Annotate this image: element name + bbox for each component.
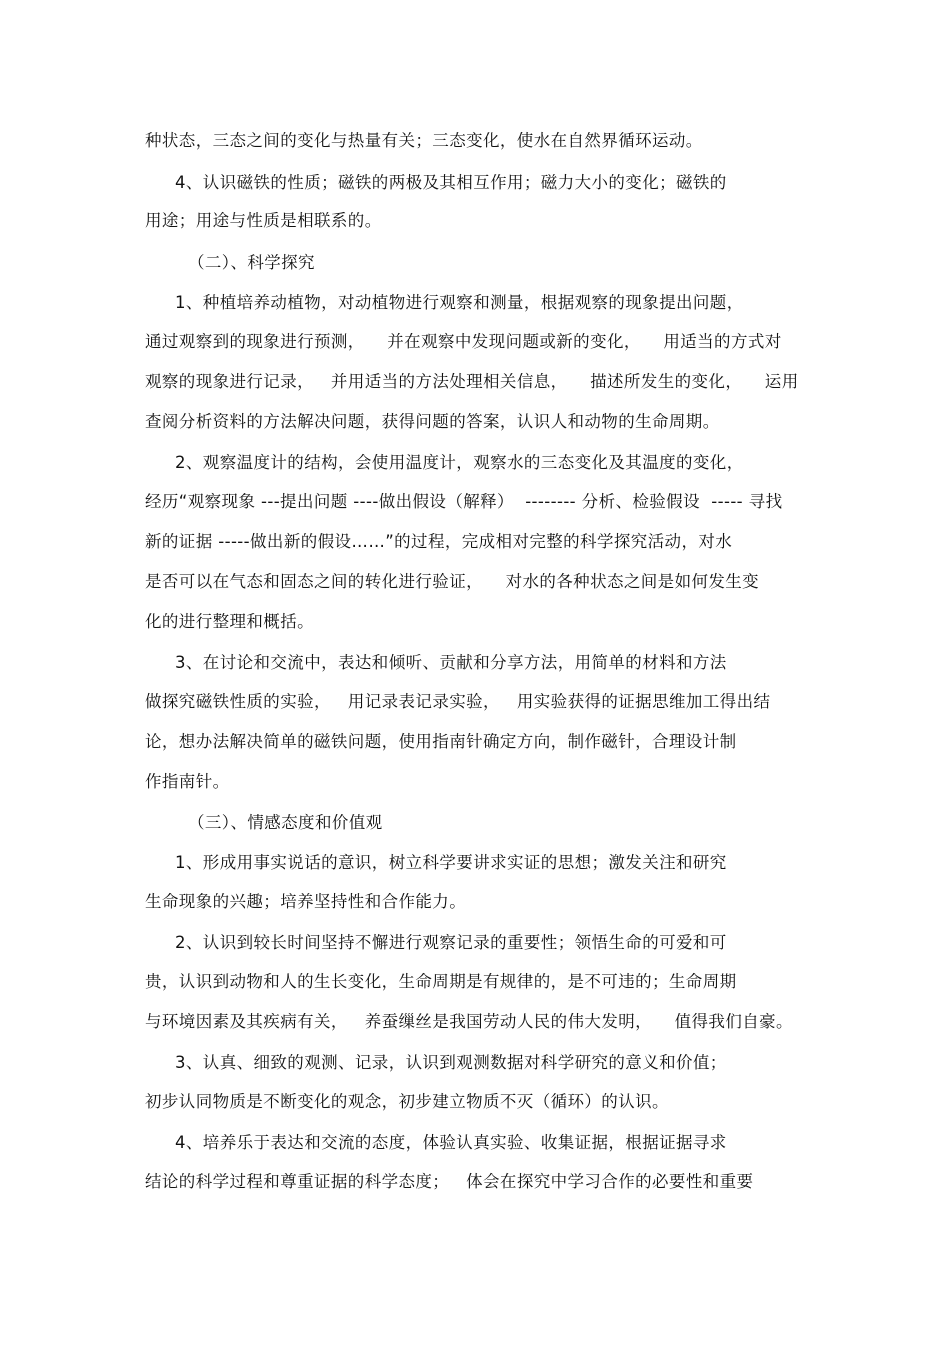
text-line: 论，想办法解决简单的磁铁问题，使用指南针确定方向，制作磁针，合理设计制: [145, 732, 737, 751]
text-line: 3、在讨论和交流中，表达和倾听、贡献和分享方法，用简单的材料和方法: [175, 653, 727, 672]
text-line: 新的证据 -----做出新的假设……”的过程，完成相对完整的科学探究活动，对水: [145, 532, 733, 551]
text-line: 1、种植培养动植物，对动植物进行观察和测量，根据观察的现象提出问题，: [175, 293, 744, 312]
text-line: 1、形成用事实说话的意识，树立科学要讲求实证的思想；激发关注和研究: [175, 853, 727, 872]
text-line: 2、认识到较长时间坚持不懈进行观察记录的重要性；领悟生命的可爱和可: [175, 933, 727, 952]
text-line: 4、认识磁铁的性质；磁铁的两极及其相互作用；磁力大小的变化；磁铁的: [175, 173, 727, 192]
section-heading: （二）、科学探究: [188, 253, 315, 272]
text-line: 结论的科学过程和尊重证据的科学态度； 体会在探究中学习合作的必要性和重要: [145, 1172, 754, 1191]
text-line: 通过观察到的现象进行预测， 并在观察中发现问题或新的变化， 用适当的方式对: [145, 332, 782, 351]
text-line: 2、观察温度计的结构，会使用温度计，观察水的三态变化及其温度的变化，: [175, 453, 744, 472]
text-line: 贵，认识到动物和人的生长变化，生命周期是有规律的，是不可违的；生命周期: [145, 972, 737, 991]
text-line: 初步认同物质是不断变化的观念，初步建立物质不灭（循环）的认识。: [145, 1092, 669, 1111]
text-line: 与环境因素及其疾病有关， 养蚕缫丝是我国劳动人民的伟大发明， 值得我们自豪。: [145, 1012, 793, 1031]
text-line: 种状态，三态之间的变化与热量有关；三态变化，使水在自然界循环运动。: [145, 131, 703, 150]
text-line: 经历“观察现象 ---提出问题 ----做出假设（解释） -------- 分析、检验假设 ----- 寻找: [145, 492, 783, 511]
text-line: 4、培养乐于表达和交流的态度，体验认真实验、收集证据，根据证据寻求: [175, 1133, 727, 1152]
text-line: 生命现象的兴趣；培养坚持性和合作能力。: [145, 892, 467, 911]
text-line: 化的进行整理和概括。: [145, 612, 314, 631]
section-heading: （三）、情感态度和价值观: [188, 813, 383, 832]
text-line: 用途；用途与性质是相联系的。: [145, 211, 382, 230]
text-line: 做探究磁铁性质的实验， 用记录表记录实验， 用实验获得的证据思维加工得出结: [145, 692, 771, 711]
text-line: 作指南针。: [145, 772, 230, 791]
text-line: 3、认真、细致的观测、记录，认识到观测数据对科学研究的意义和价值；: [175, 1053, 727, 1072]
text-line: 查阅分析资料的方法解决问题，获得问题的答案，认识人和动物的生命周期。: [145, 412, 720, 431]
text-line: 观察的现象进行记录， 并用适当的方法处理相关信息， 描述所发生的变化， 运用: [145, 372, 799, 391]
text-line: 是否可以在气态和固态之间的转化进行验证， 对水的各种状态之间是如何发生变: [145, 572, 760, 591]
